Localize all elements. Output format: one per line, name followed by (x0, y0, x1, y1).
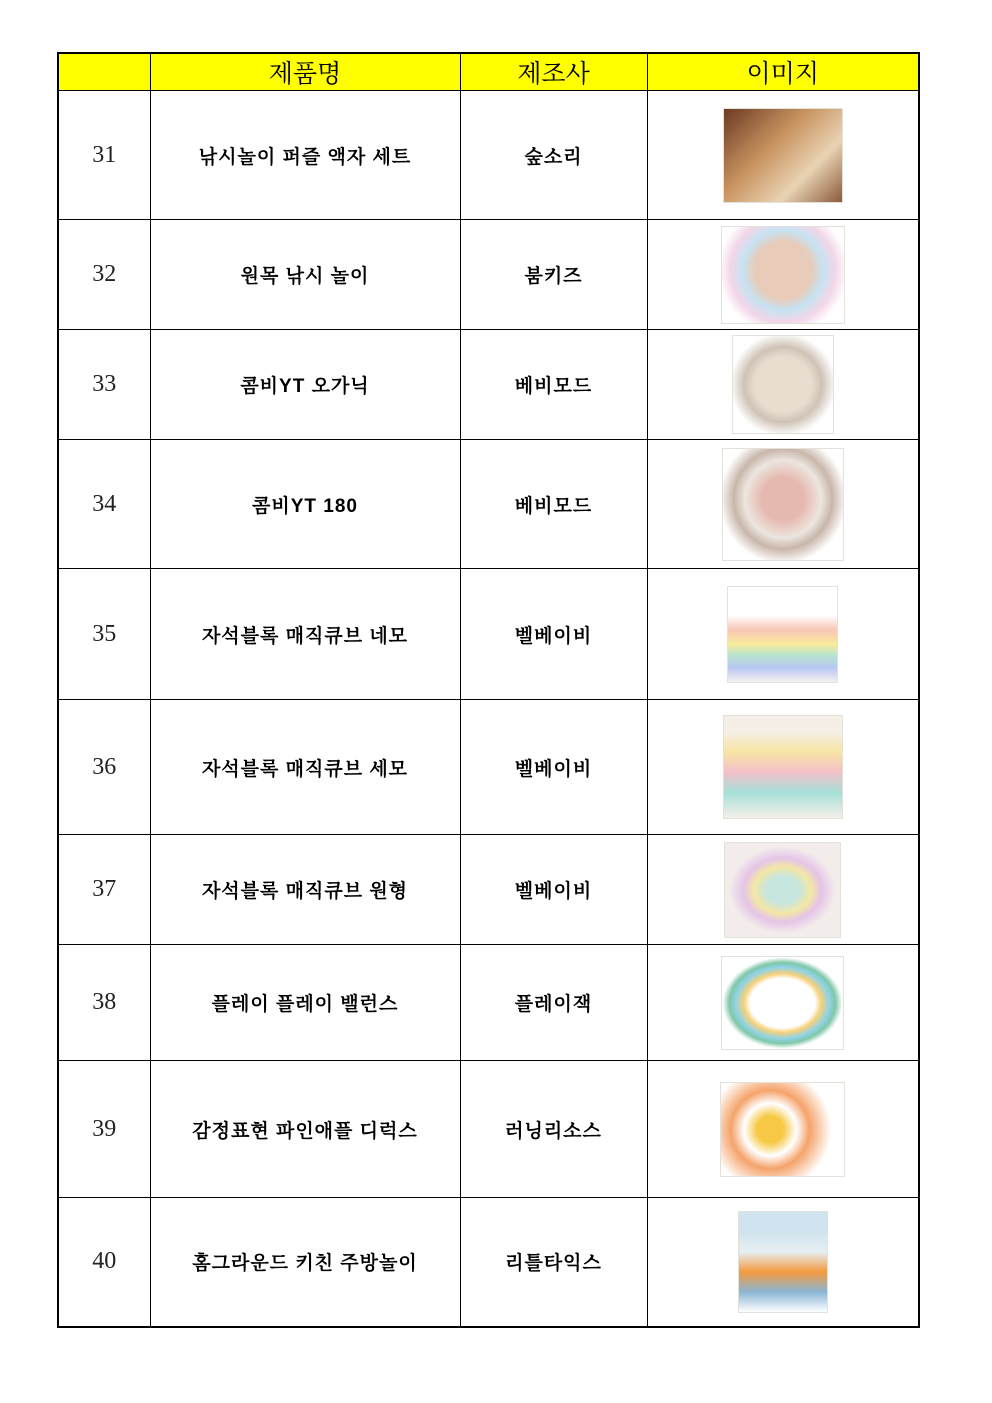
table-row (58, 835, 919, 945)
header-product-name: 제품명 (150, 53, 460, 91)
row-number: 34 (58, 440, 150, 569)
manufacturer: 러닝리소스 (460, 1061, 647, 1198)
product-name: 원목 낚시 놀이 (150, 220, 460, 330)
image-cell (647, 91, 919, 220)
manufacturer: 벨베이비 (460, 835, 647, 945)
row-number: 33 (58, 330, 150, 440)
product-name: 자석블록 매직큐브 세모 (150, 700, 460, 835)
product-name: 콤비YT 180 (150, 440, 460, 569)
manufacturer: 베비모드 (460, 330, 647, 440)
product-image (721, 956, 844, 1050)
product-image (723, 108, 843, 203)
image-cell (647, 835, 919, 945)
product-image (724, 842, 841, 938)
product-image (723, 715, 843, 819)
manufacturer: 리틀타익스 (460, 1198, 647, 1327)
table-row (58, 1061, 919, 1198)
product-image (732, 335, 834, 434)
table-row (58, 220, 919, 330)
row-number: 32 (58, 220, 150, 330)
image-cell (647, 1198, 919, 1327)
product-name: 감정표현 파인애플 디럭스 (150, 1061, 460, 1198)
manufacturer: 벨베이비 (460, 700, 647, 835)
product-image (721, 226, 845, 324)
product-name: 자석블록 매직큐브 원형 (150, 835, 460, 945)
header-number (58, 53, 150, 91)
product-image (722, 448, 844, 561)
table-row (58, 91, 919, 220)
header-manufacturer: 제조사 (460, 53, 647, 91)
image-cell (647, 220, 919, 330)
image-cell (647, 945, 919, 1061)
image-cell (647, 569, 919, 700)
row-number: 38 (58, 945, 150, 1061)
row-number: 37 (58, 835, 150, 945)
row-number: 31 (58, 91, 150, 220)
row-number: 39 (58, 1061, 150, 1198)
row-number: 36 (58, 700, 150, 835)
product-name: 콤비YT 오가닉 (150, 330, 460, 440)
product-image (738, 1211, 828, 1313)
image-cell (647, 440, 919, 569)
header-image: 이미지 (647, 53, 919, 91)
manufacturer: 플레이잭 (460, 945, 647, 1061)
manufacturer: 숲소리 (460, 91, 647, 220)
product-image (720, 1082, 845, 1177)
header-row (58, 53, 919, 91)
table-row (58, 440, 919, 569)
manufacturer: 벨베이비 (460, 569, 647, 700)
product-name: 낚시놀이 퍼즐 액자 세트 (150, 91, 460, 220)
manufacturer: 베비모드 (460, 440, 647, 569)
table-row (58, 1198, 919, 1327)
product-table (57, 52, 920, 1328)
row-number: 40 (58, 1198, 150, 1327)
product-name: 플레이 플레이 밸런스 (150, 945, 460, 1061)
image-cell (647, 330, 919, 440)
image-cell (647, 700, 919, 835)
product-name: 홈그라운드 키친 주방놀이 (150, 1198, 460, 1327)
manufacturer: 붐키즈 (460, 220, 647, 330)
image-cell (647, 1061, 919, 1198)
row-number: 35 (58, 569, 150, 700)
product-name: 자석블록 매직큐브 네모 (150, 569, 460, 700)
table-row (58, 330, 919, 440)
table-row (58, 945, 919, 1061)
table-row (58, 700, 919, 835)
table-row (58, 569, 919, 700)
product-image (727, 586, 838, 683)
